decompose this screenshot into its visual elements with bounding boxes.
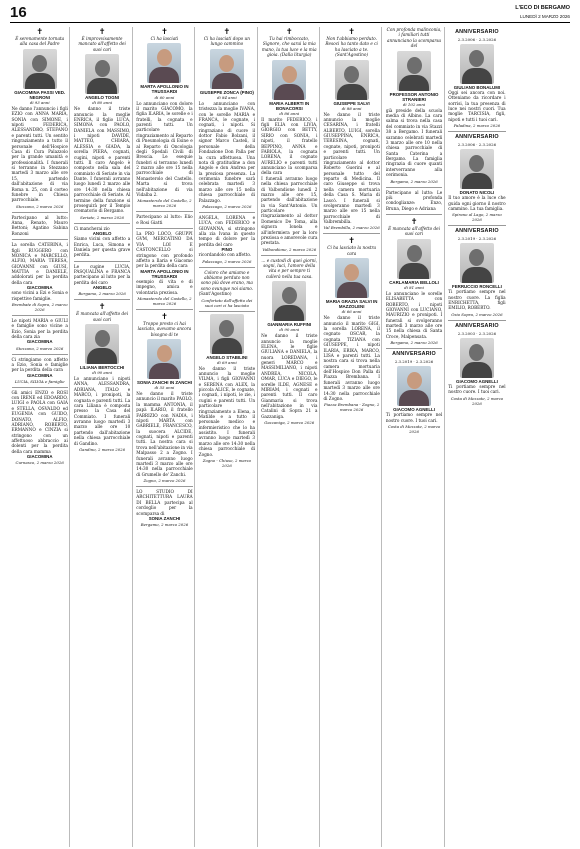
obituary-notice xyxy=(136,211,192,225)
portrait-body xyxy=(337,84,367,100)
obituary-notice xyxy=(448,29,505,128)
portrait-head xyxy=(157,345,172,362)
divider xyxy=(199,212,255,213)
notice-text: La sorella CATERINA, i figli RUGGERO con MONICA e MARCELLO, ALFIO, MARIA TERESA, GIOVANNI con GIUSI, MATTIA e DANIELE, addolorati per la perdita della cara xyxy=(11,242,68,285)
cross-icon: ✝ xyxy=(161,27,168,36)
deceased-name: GIACOMINA PASSI VED. NEGRONI xyxy=(14,89,66,100)
deceased-name: FERRUCCIO RONCELLI xyxy=(452,284,502,290)
deceased-age: di 55 anni xyxy=(154,385,175,391)
obituary-column xyxy=(384,27,444,847)
notice-place-date: Piazza Brembana - Zogno, 2 marzo 2026 xyxy=(323,402,380,413)
notice-text: LO STUDIO DI ARCHITETTURA LAURA DI BELLA partecipa al cordoglio per la scomparsa di xyxy=(136,489,193,516)
notice-place-date: Seriate, 2 marzo 2026 xyxy=(80,214,124,220)
portrait-body xyxy=(337,282,367,298)
deceased-name: GIACOMINA xyxy=(26,339,53,345)
portrait-head xyxy=(469,344,484,361)
portrait-head xyxy=(282,66,297,83)
notice-place-date: Gazzaniga, 2 marzo 2026 xyxy=(264,420,315,426)
notice-intro: Ci ha lasciati dopo un lungo cammino xyxy=(203,36,250,47)
section-heading: ANNIVERSARIO xyxy=(455,29,499,35)
obituary-notice xyxy=(199,311,255,468)
notice-place-date: Palazzago, 2 marzo 2026 xyxy=(202,258,252,264)
divider xyxy=(74,299,130,300)
deceased-name: ANGELO TOGNI xyxy=(85,95,119,101)
obituary-notice xyxy=(199,212,255,264)
notice-text: Ne danno il triste annuncio il marito GIGI, la sorella LORENA, il cognato OSCAR, la cognata TIZIANA con GIUSEPPE, i nipoti ILARIA, ERIKA, MARCO, LISA e parenti tutti. La nostra cara si trova nella camera mortuaria dell'Hospice Don Palla di Piazza Brembana. I funerali avranno luogo martedì 3 marzo alle ore 14:30 nella parrocchiale di Zogno. xyxy=(323,315,380,401)
notice-place-date: Paladina, 2 marzo 2026 xyxy=(453,123,501,129)
anniversary-dates: 2.3.2003 · 2.3.2026 xyxy=(457,330,497,336)
notice-text: Siamo vicini con affetto a Enrica, Luca, Simona e Daniela per questa grave perdita. xyxy=(73,236,131,258)
portrait-head xyxy=(344,264,359,281)
divider xyxy=(136,211,192,212)
portrait-body xyxy=(274,84,304,100)
cross-icon: ✝ xyxy=(348,236,355,246)
deceased-age: di 81 anni xyxy=(404,284,424,290)
notice-intro: È mancata all'affetto dei suoi cari xyxy=(388,226,440,237)
portrait-head xyxy=(407,372,422,389)
obituary-notice xyxy=(448,320,505,406)
portrait-body xyxy=(399,390,429,406)
divider xyxy=(386,348,442,349)
notice-text: Ti portiamo sempre nel nostro cuore. La figlia ENRICHETTA, figli EMILIO, ROBERTO. xyxy=(448,289,506,311)
obituary-notice xyxy=(12,315,68,351)
cross-icon: ✝ xyxy=(98,302,106,312)
obituary-column xyxy=(10,27,70,847)
portrait-head xyxy=(469,50,484,67)
notice-intro: È mancata all'affetto dei suoi cari xyxy=(76,311,129,322)
portrait-photo xyxy=(397,366,431,406)
deceased-name: SONIA ZANCHI xyxy=(148,515,181,521)
divider xyxy=(12,354,68,355)
obituary-notice xyxy=(448,225,505,316)
notice-text: Le nipoti MARIA e GIULI e famiglie sono vicine a Ezio, Sonia per la perdita della cara zia xyxy=(11,317,68,340)
obituary-notice xyxy=(12,387,68,466)
portrait-body xyxy=(399,263,429,279)
newspaper-title: L'ECO DI BERGAMO xyxy=(515,5,570,11)
deceased-name: MARIA ALBERTI IN BONACORSI xyxy=(269,100,310,111)
obituary-notice xyxy=(448,131,505,222)
portrait-photo xyxy=(85,324,119,364)
divider xyxy=(199,267,255,268)
divider xyxy=(12,387,68,388)
divider xyxy=(12,212,68,213)
divider xyxy=(386,187,442,188)
masthead xyxy=(515,5,570,20)
obituary-notice xyxy=(136,228,192,306)
portrait-head xyxy=(407,245,422,262)
obituary-notice xyxy=(261,27,317,252)
portrait-head xyxy=(469,155,484,172)
divider xyxy=(448,131,505,132)
notice-text: Lo annunciano le sorelle ELISABETTA con ROBERTO, i nipoti GIOVANNI con LUCIANO, MAURIZIO e pronipoti. I funerali si svolgeranno martedì 3 marzo alle ore 15 nella chiesa di Santa Croce, Malpensata. xyxy=(385,290,443,339)
notice-text: Lo annunciano i nipoti ANNA, ALESSANDRA, ADRIANA, ITALO e MARCO, i pronipoti, la cognata e parenti tutti. La cara Liliana è composta presso la Casa del Commiato. I funerali avranno luogo martedì 3 marzo alle ore 10 partendo dall'abitazione nella chiesa parrocchiale di Gandino. xyxy=(73,376,131,446)
obituary-notice xyxy=(386,187,442,212)
notice-intro: È serenamente tornata alla casa del Padre xyxy=(15,36,65,47)
notice-place-date: LUCIA, SILVIA e famiglie xyxy=(14,378,65,384)
portrait-body xyxy=(462,267,492,283)
portrait-body xyxy=(462,173,492,189)
notice-place-date: Zogno, 2 marzo 2026 xyxy=(143,478,186,484)
notice-text: Il tuo amore è la luce che guida ogni giorno il nostro cammino. La tua famiglia. xyxy=(448,195,506,211)
notice-text: Lo annunciano con tristezza la moglie IVANA, con le sorelle MARIA e FRANCA, le cognate, i cognati, i nipoti. Si ringraziano di cuore il dottor Fabio Bolzani, il signor Marco Casteli, il personale della Fondazione Don Palla per la cura affettuosa. Una nota di gratitudine a don Angelo e don Andrea per la preziosa presenza. La cerimonia funebre sarà celebrata martedì 3 marzo alle ore 15 nella chiesa parrocchiale di Palazzago. xyxy=(198,100,256,203)
deceased-age: di 86 anni xyxy=(279,110,300,116)
divider xyxy=(261,255,317,256)
cross-icon: ✝ xyxy=(348,27,355,36)
cross-icon: ✝ xyxy=(410,217,418,226)
notice-text: Partecipano al lutto: Le più profonda condoglianze: Enzo, Bruna, Diego e Adriana xyxy=(385,189,443,211)
page-header xyxy=(10,3,570,23)
notice-intro: Ci ha lasciato la nostra cara xyxy=(327,245,377,256)
deceased-age: di 80 anni xyxy=(92,100,112,106)
notice-place-date: Gandino, 2 marzo 2026 xyxy=(79,446,126,452)
divider xyxy=(323,233,379,234)
section-heading: ANNIVERSARIO xyxy=(455,134,499,141)
portrait-photo xyxy=(460,149,494,189)
portrait-photo xyxy=(397,51,431,91)
deceased-name: PROFESSOR ANTONIO STRANIERI xyxy=(389,91,439,102)
notice-text: Partecipano al lutto: Anna, Renato, Mauro Bettoni; Agatino Sabina Ronzoni xyxy=(11,214,68,236)
notice-text: Le cugine LUCIA, PASQUALINA e FRANCA partecipano al lutto per la perdita del caro xyxy=(73,263,131,285)
cross-icon: ✝ xyxy=(36,27,44,36)
notice-text: Ne danno il triste annuncio la moglie CESARINA, i fratelli ALBERTO, LUIGI, sorella GIUSEPPINA, ENRICA, TERESINA, cognati, cognate, nipoti, pronipoti e parenti tutti. Un particolare ringraziamento al dottor Roberto Guerini e al personale tutto del reparto di Medicina. Il caro Giuseppe si trova nella camera mortuaria della Casa S. Maria di Lascò. I funerali si svolgeranno martedì 3 marzo alle ore 15 nella parrocchiale di Valbrembilla. xyxy=(323,111,380,225)
deceased-name: MARTA APOLLONIO IN TRUSSARDI xyxy=(140,84,189,95)
obituary-notice xyxy=(386,348,442,434)
notice-text: Ne danno il triste annuncio la moglie ELENA, le figlie GIULIANA e DANIELA, la nuora LOREDANA, i generi MARCO e MASSIMILIANO, i nipoti ANDREA, NICOLA, OMAR, LUCA e DIEGO, le sorelle ILDE, AGNESE e MIRIAM, i cognati e parenti tutti. Il caro Gianmaria si trova nell'abitazione in via Catalini di Sopra 21 a Gazzaniga. xyxy=(261,333,318,419)
notice-intro: Non t'abbiamo perduto. Resoci ha tanto dato e ci ha lasciato a te. (Sant'Agostino) xyxy=(325,36,378,58)
portrait-body xyxy=(212,338,242,354)
notice-text: sono vicini a Ezi e Sonia e rispettive famiglie. xyxy=(11,290,68,301)
notice-place-date: Confortato dall'affetto dei suoi cari ci ha lasciato xyxy=(201,297,253,308)
portrait-photo xyxy=(210,314,244,354)
portrait-body xyxy=(149,67,179,83)
divider xyxy=(199,311,255,312)
notice-place-date: Stezzano, 2 marzo 2026 xyxy=(16,345,64,351)
notice-place-date: Bergamo, 2 marzo 2026 xyxy=(78,291,126,297)
deceased-name: ANGELO STABILINI xyxy=(206,354,248,360)
anniversary-dates: 2.3.2006 · 2.3.2026 xyxy=(457,36,497,42)
notice-text: Partecipano al lutto: Elio e Rosi Giatti xyxy=(136,214,193,225)
deceased-name: GIACOMINA xyxy=(26,454,53,460)
divider xyxy=(136,309,192,310)
obituary-notice xyxy=(74,223,130,258)
notice-text: Ne danno il triste annuncio la moglie VILMA, i figli GIOVANNI e SERENA con ALEX, la piccola ALICE, le cognate, i cognati, i nipoti, le zie, i cugini e parenti tutti. Un particolare ringraziamento a Elena, a Matilde e a tutto il personale medico e infermieristico che lo ha assistito. I funerali avranno luogo martedì 3 marzo alle ore 14:30 nella chiesa parrocchiale di Zogno. xyxy=(198,365,256,457)
notice-text: Oggi sei ancora con noi. Otteniamo da ricordare i sorrisi, la tua presenza di luce nei nostri cuori. Tua moglie TARCISIA, figli, nipoti e tutti i tuoi cari. xyxy=(448,89,506,122)
deceased-name: DONATO NICOLI xyxy=(459,190,495,196)
notice-intro: Coloro che amiamo e abbiamo perduto non sono più dove erano, ma sono ovunque noi siamo. xyxy=(200,269,254,291)
deceased-name: ANGELO xyxy=(92,231,112,237)
deceased-name: GIANMARIA RUFFINI xyxy=(267,322,312,328)
notice-place-date: Curnasco, 2 marzo 2026 xyxy=(15,460,64,466)
notice-place-date: Spirano al Lago, 2 marzo 2026 xyxy=(452,212,502,223)
notice-place-date: Stezzano, 2 marzo 2026 xyxy=(16,203,64,209)
portrait-body xyxy=(212,73,242,89)
divider xyxy=(386,214,442,215)
obituary-notice xyxy=(12,212,68,237)
notice-text: (Sant'Agostino) xyxy=(198,291,232,297)
portrait-photo xyxy=(272,281,306,321)
notice-place-date: Val Brembilla, 2 marzo 2026 xyxy=(323,225,380,231)
obituary-notice xyxy=(199,267,255,308)
notice-text: già preside della scuola media di Albino. La cara salma si trova nella casa del commiato in via Stazzi 38 a Bergamo. I funerali saranno celebrati martedì 3 marzo alle ore 10 nella chiesa parrocchiale di Santa Caterina a Bergamo. La famiglia ringrazia di cuore quanti interverranno alla cerimonia. xyxy=(385,107,443,178)
portrait-head xyxy=(219,320,234,337)
anniversary-dates: 2.3.2019 · 2.3.2026 xyxy=(394,359,434,365)
section-heading: ANNIVERSARIO xyxy=(455,228,499,235)
notice-place-date: Zogno - Chiuso, 2 marzo 2026 xyxy=(202,457,251,468)
page-number: 16 xyxy=(10,4,27,21)
obituary-notice xyxy=(12,27,68,209)
obituary-column xyxy=(322,27,382,847)
deceased-name: MARIA GRAZIA SALVI IN MAZZOLENI xyxy=(325,299,378,310)
cross-icon: ✝ xyxy=(161,311,168,321)
notice-place-date: Osio Sopra, 2 marzo 2026 xyxy=(451,311,503,317)
deceased-age: di 60 anni xyxy=(154,94,175,100)
portrait-body xyxy=(87,348,117,364)
portrait-body xyxy=(274,305,304,321)
portrait-photo xyxy=(147,43,181,83)
portrait-head xyxy=(157,49,172,66)
portrait-photo xyxy=(460,243,494,283)
cross-icon: ✝ xyxy=(285,27,293,36)
notice-intro: ... e custodi di quei giorni, sogni, luci, l'amore della vita e per sempre ti cullerà nella tua casa. xyxy=(261,257,318,279)
portrait-body xyxy=(25,73,55,89)
obituary-notice xyxy=(136,27,192,208)
notice-intro: Tu hai rimboccato, Signore, che sarai la mia mano, la tua luce e la mia gioia. (Dalla liturgia) xyxy=(261,36,317,58)
notice-text: Il marito FEDERICO, i figli ELIA con LIVIA, GIORGIO con BETTY, SIRIO con SONIA, i nipoti, il fratello BEPPINO, ANNA e FABIOLA, la cognata LORENA, il cognato AURELIO e parenti tutti annunciano la scomparsa della cara xyxy=(261,116,318,176)
divider xyxy=(74,223,130,224)
divider xyxy=(136,486,192,487)
deceased-name: GIACOMO AGNELLI xyxy=(456,378,498,384)
notice-place-date: Costa di Mezzate, 2 marzo 2026 xyxy=(450,395,504,406)
obituary-notice xyxy=(136,309,192,483)
notice-place-date: Valbondione, 2 marzo 2026 xyxy=(262,246,317,252)
notice-text: Ci stringiamo con affetto a Ezio, Sonia e famiglie per la perdita della cara xyxy=(11,356,68,373)
obituary-notice xyxy=(386,27,442,184)
portrait-head xyxy=(95,60,110,77)
notice-place-date: Monasterolo del Castello, 2 marzo 2026 xyxy=(137,198,192,209)
divider xyxy=(448,320,505,321)
obituary-notice xyxy=(136,486,192,527)
issue-date: LUNEDÌ 2 MARZO 2026 xyxy=(519,14,570,20)
portrait-photo xyxy=(272,60,306,100)
section-heading: ANNIVERSARIO xyxy=(392,351,436,358)
obituary-notice xyxy=(12,239,68,312)
portrait-head xyxy=(407,57,422,74)
notice-intro: Troppo presto ci hai lasciato, avevamo ancora bisogno di te xyxy=(137,320,192,337)
cross-icon: ✝ xyxy=(223,27,231,36)
notice-text: Ne danno il triste annuncio il marito PAOLO, la mamma ANTONIA, il papà ILARIO, il fratello FABRIZIO con NADIA, i nipoti MARTA con GABRIELE, FRANCESCO, la suocera ALCIDE, cognati, nipoti e parenti tutti. La nostra cara si trova nell'abitazione in via Malpasso 2 a Zogno. I funerali avranno luogo martedì 3 marzo alle ore 14:30 nella parrocchiale di Grumello de' Zanchi. xyxy=(136,391,193,477)
notice-text: Gli amici ENZO e ROSI con IRENE ed EDOARDO, LUIGI e PAOLA con GAIA e STELLA, OSVALDO ed EUGENIA con GUIDO, DONATO, ALFIO, ADRIANO, ROBERTO, ERMANNO e CINZIA si stringono con un affettuoso abbraccio ai dolenti per la perdita della cara mamma xyxy=(11,389,68,454)
portrait-photo xyxy=(85,54,119,94)
notice-place-date: Monasterolo del Castello, 2 marzo 2026 xyxy=(137,295,192,306)
obituary-column xyxy=(72,27,132,847)
deceased-age: di 90 anni xyxy=(279,327,300,333)
deceased-name: GIULIANO BONALUMI xyxy=(453,84,501,90)
anniversary-dates: 2.3.2006 · 2.3.2026 xyxy=(457,142,497,148)
notice-place-date: Costa di Mezzate, 2 marzo 2026 xyxy=(387,423,441,434)
portrait-photo xyxy=(335,258,369,298)
deceased-name: GIACOMINA xyxy=(26,372,53,378)
notice-text: Ti portiamo sempre nel nostro cuore. I tuoi cari. xyxy=(448,383,506,395)
portrait-photo xyxy=(460,338,494,378)
portrait-head xyxy=(344,66,359,83)
obituary-column xyxy=(447,27,507,847)
obituary-notice xyxy=(74,27,130,220)
deceased-name: LILIANA BERTOCCHI xyxy=(79,364,125,370)
notice-text: Ne danno il triste annuncio la moglie ENRICA, il figlio LUCA, SIMONA con PAOLO, DANIELA con MASSIMO, i nipoti DAVIDE, MATTEO, CHIARA, ALESSIA e GIADA, la sorella PIERA, cognati, cugini, nipoti e parenti tutti. Il caro Angelo è composto nella sala del commiato di Seriate in via Dante. I funerali avranno luogo lunedì 2 marzo alle ore 14:30 nella chiesa parrocchiale di Seriate. Al termine della funzione si proseguirà per il Tempio crematorio di Bergamo. xyxy=(73,106,131,214)
obituary-column xyxy=(260,27,320,847)
notice-text: Ti portiamo sempre nel nostro cuore. I tuoi cari. xyxy=(385,412,443,423)
obituary-column xyxy=(135,27,195,847)
portrait-photo xyxy=(460,44,494,84)
notice-place-date: Bergamo, 2 marzo 2026 xyxy=(390,340,438,346)
portrait-body xyxy=(399,75,429,91)
notice-place-date: Palazzago, 2 marzo 2026 xyxy=(202,203,252,209)
portrait-photo xyxy=(23,49,57,89)
deceased-name: PINO xyxy=(221,247,233,253)
obituary-notice xyxy=(12,354,68,384)
notice-text: Ci mancherai zio xyxy=(73,225,110,231)
notice-text: ricordandolo con affetto. xyxy=(198,252,252,258)
notice-intro: Con profonda malinconia, i familiari tutti annunciano la scomparsa del xyxy=(386,27,442,49)
notice-text: Lo annunciano con dolore il marito GIACOMO, la figlia ILARIA, le sorelle e i fratelli, la cognata e parenti tutti. Un particolare ringraziamento al Reparto di Pneumologia di Esine e al Reparto di Oncologia degli Spedali Civili di Brescia. Le esequie funebri si terranno lunedì 2 marzo alle ore 15 nella parrocchiale di Monasterolo del Castello. Marta si trova nell'abitazione di via Vidalba 2. xyxy=(136,100,193,197)
notice-place-date: Brembate di Sopra, 2 marzo 2026 xyxy=(11,301,68,312)
obituary-notice xyxy=(199,27,255,209)
obituary-notice xyxy=(74,261,130,297)
divider xyxy=(136,228,192,229)
notice-text: ANGELA, LORENA e LUCA, con FEDERICO e GIOVANNA, si stringono alla zia Ivana in questo tempo di dolore per la perdita del caro xyxy=(198,214,256,247)
deceased-age: di 102 anni xyxy=(402,101,426,107)
portrait-body xyxy=(462,68,492,84)
portrait-body xyxy=(462,362,492,378)
notice-text: La PRO LOCO, GRUPPI GVM, MERCATINO DA VIA LOI E CASTONCELLO si stringono con profondo affetto a Ilaria e Giacomo per la perdita della cara xyxy=(136,231,193,269)
notice-place-date: Bergamo, 2 marzo 2026 xyxy=(390,178,438,184)
obituary-column xyxy=(197,27,257,847)
notice-text: I funerali avranno luogo nella chiesa parrocchiale di Valbondione lunedì 2 marzo alle ore 15, partendo dall'abitazione in via Sant'Antonio. Un particolare ringraziamento al dottor Domenico De Toma, alla signora Ionela e all'infermiera per la loro preziosa e amorevole cura prestata. xyxy=(261,175,318,246)
obituary-notice xyxy=(386,214,442,345)
deceased-age: di 93 anni xyxy=(29,99,50,105)
divider xyxy=(12,315,68,316)
portrait-body xyxy=(87,78,117,94)
cross-icon: ✝ xyxy=(98,27,106,36)
portrait-head xyxy=(219,55,234,72)
deceased-age: di 84 anni xyxy=(217,94,237,100)
portrait-head xyxy=(32,55,47,72)
obituary-notice xyxy=(74,299,130,452)
portrait-head xyxy=(282,287,297,304)
divider xyxy=(74,261,130,262)
portrait-body xyxy=(149,363,179,379)
deceased-name: GIUSEPPE SALVI xyxy=(333,100,370,106)
deceased-name: GIUSEPPE ZONCA (PINO) xyxy=(199,89,254,95)
deceased-age: di 88 anni xyxy=(341,105,362,111)
portrait-photo xyxy=(335,60,369,100)
notice-place-date: Bergamo, 2 marzo 2026 xyxy=(140,522,189,527)
obituary-notice xyxy=(261,255,317,426)
notice-intro: Ci ha lasciati xyxy=(150,36,179,41)
divider xyxy=(448,225,505,226)
deceased-name: CARLAMARIA BELLOLI xyxy=(389,279,439,285)
section-heading: ANNIVERSARIO xyxy=(455,322,499,329)
deceased-age: di 69 anni xyxy=(217,359,237,365)
notice-text: esempio di vita e di impegno, amica e volontaria preziosa. xyxy=(136,278,193,295)
deceased-age: di 66 anni xyxy=(341,309,362,315)
deceased-name: ANGELO xyxy=(92,285,112,291)
obituary-notice xyxy=(323,27,379,230)
obituary-notice xyxy=(323,233,379,412)
deceased-name: GIACOMO AGNELLI xyxy=(393,407,435,413)
notice-text: Ne danno l'annuncio i figli EZIO con ANNA MARIA, SONIA con SIMONE, i nipoti FEDERICA, ALESSANDRO, STEFANO e parenti tutti. Un sentito ringraziamento a tutto il personale dell'Hospice Casa di Cura Palazzolo per la grande umanità e professionalità. I funerali si terranno in Stezzano martedì 3 marzo alle ore 15, partendo dall'abitazione di via Roma n. 25, con il corteo funebre in Chiesa parrocchiale. xyxy=(11,105,68,203)
deceased-name: SONIA ZANCHI IN ZANCHI xyxy=(136,380,192,385)
portrait-photo xyxy=(147,339,181,379)
deceased-name: GIACOMINA xyxy=(26,285,53,291)
divider xyxy=(12,239,68,240)
portrait-head xyxy=(469,249,484,266)
portrait-photo xyxy=(210,49,244,89)
obituary-columns xyxy=(10,27,570,847)
deceased-name: MARTA APOLLONIO IN TRUSSARDI xyxy=(140,268,189,279)
portrait-head xyxy=(95,330,110,347)
anniversary-dates: 2.3.2019 · 2.3.2026 xyxy=(457,236,497,242)
portrait-photo xyxy=(397,239,431,279)
deceased-age: di 90 anni xyxy=(92,370,112,375)
notice-intro: È improvvisamente mancato all'affetto dei suoi cari xyxy=(78,36,126,52)
